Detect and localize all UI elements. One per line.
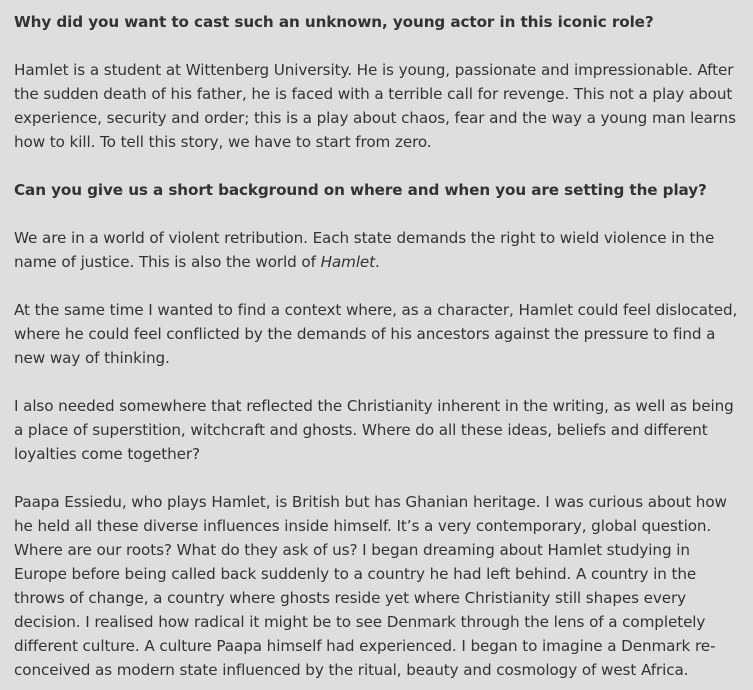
interview-answer-2-paragraph-4: Paapa Essiedu, who plays Hamlet, is British but has Ghanian heritage. I was curious about how he held all these diverse influences inside himself. It’s a very contemporary, global question. Where are our roots? What do they ask of us? I began dreaming about Hamlet studying in Europe before being called back suddenly to a country he had left behind. A country in the throws of change, a country where ghosts reside yet where Christianity still shapes every decision. I realised how radical it might be to see Denmark through the lens of a completely different culture. A culture Paapa himself had experienced. I began to imagine a Denmark re-conceived as modern state influenced by the ritual, beauty and cosmology of west Africa. <box>14 493 727 679</box>
interview-answer-2-paragraph-3: I also needed somewhere that reflected the Christianity inherent in the writing, as well as being a place of superstition, witchcraft and ghosts. Where do all these ideas, beliefs and different loyalties come together? <box>14 397 734 463</box>
answer-text-end: . <box>375 253 380 271</box>
play-title: Hamlet <box>320 253 376 271</box>
interview-answer-2-paragraph-1 <box>14 226 739 274</box>
interview-answer-2-paragraph-2: At the same time I wanted to find a context where, as a character, Hamlet could feel dislocated, where he could feel conflicted by the demands of his ancestors against the pressure to find a new way of thinking. <box>14 301 738 367</box>
interview-answer-1: Hamlet is a student at Wittenberg University. He is young, passionate and impressionable. After the sudden death of his father, he is faced with a terrible call for revenge. This not a play about experience, security and order; this is a play about chaos, fear and the way a young man learns how to kill. To tell this story, we have to start from zero. <box>14 61 736 151</box>
answer-text: We are in a world of violent retribution. Each state demands the right to wield violence in the name of justice. This is also the world of <box>14 229 715 271</box>
interview-question-2: Can you give us a short background on where and when you are setting the play? <box>14 181 707 199</box>
interview-question-1: Why did you want to cast such an unknown, young actor in this iconic role? <box>14 13 654 31</box>
